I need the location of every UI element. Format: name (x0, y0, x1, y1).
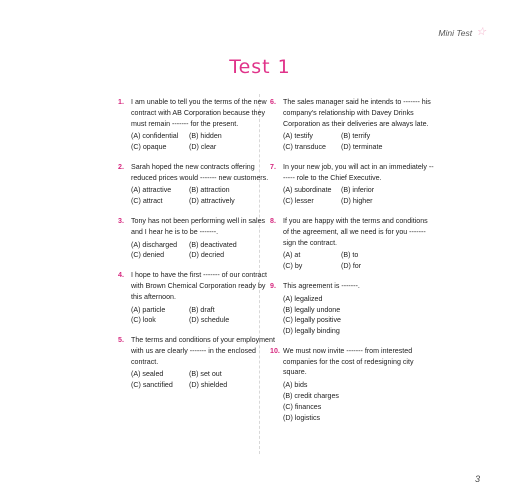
answer-options (283, 380, 435, 423)
option-a: (A) legalized (283, 294, 323, 303)
option-b: (B) legally undone (283, 305, 341, 314)
option-a: (A) testify (283, 132, 313, 141)
page-title: Test 1 (229, 56, 291, 78)
option-c: (C) opaque (131, 143, 167, 152)
option-c: (C) by (283, 262, 303, 271)
question-text: This agreement is -------. (283, 281, 360, 290)
option-c: (C) lesser (283, 197, 314, 206)
question-number: 3. (118, 217, 124, 226)
answer-options (131, 240, 278, 262)
option-d: (D) logistics (283, 413, 321, 422)
question-number: 2. (118, 162, 124, 171)
question-number: 10. (270, 346, 280, 355)
option-b: (B) credit charges (283, 391, 339, 400)
section-tag-label: Mini Test (438, 27, 473, 38)
option-d: (D) terminate (341, 143, 383, 152)
option-b: (B) inferior (341, 186, 375, 195)
option-b: (B) set out (189, 370, 222, 379)
question-number: 5. (118, 336, 124, 345)
option-a: (A) discharged (131, 240, 178, 249)
option-b: (B) attraction (189, 186, 230, 195)
option-a: (A) sealed (131, 370, 164, 379)
question-2 (118, 162, 278, 207)
question-number: 7. (270, 162, 276, 171)
option-d: (D) legally binding (283, 327, 340, 336)
question-10 (270, 346, 435, 423)
question-4 (118, 270, 278, 326)
answer-options (131, 369, 278, 391)
option-d: (D) for (341, 262, 362, 271)
question-3 (118, 216, 278, 261)
option-b: (B) hidden (189, 132, 222, 141)
question-8 (270, 216, 435, 272)
option-d: (D) decried (189, 251, 225, 260)
question-9 (270, 281, 435, 337)
option-d: (D) schedule (189, 316, 230, 325)
option-c: (C) denied (131, 251, 165, 260)
question-text: I am unable to tell you the terms of the new contract with AB Corporation because they must remain ------- for the present. (131, 98, 267, 128)
answer-options (283, 185, 435, 207)
option-c: (C) sanctified (131, 381, 173, 390)
option-c: (C) attract (131, 197, 163, 206)
option-d: (D) higher (341, 197, 373, 206)
answer-options (131, 131, 278, 153)
question-5 (118, 335, 278, 391)
question-text: Sarah hoped the new contracts offering reduced prices would ------- new customers. (131, 162, 269, 182)
option-d: (D) attractively (189, 197, 235, 206)
option-b: (B) deactivated (189, 240, 237, 249)
answer-options (283, 250, 435, 272)
option-c: (C) transduce (283, 143, 326, 152)
question-number: 1. (118, 98, 124, 106)
option-a: (A) particle (131, 305, 166, 314)
question-text: Tony has not been performing well in sales and I hear he is to be -------. (131, 217, 266, 236)
answer-options (283, 294, 435, 337)
option-d: (D) shielded (189, 381, 228, 390)
question-text: The sales manager said he intends to ------- his company's relationship with Davey Drinks Corporation as their deliveries are always late. (283, 98, 431, 128)
page-number: 3 (474, 474, 480, 484)
option-a: (A) subordinate (283, 186, 332, 195)
option-c: (C) legally positive (283, 316, 341, 325)
section-tag (438, 27, 486, 38)
question-text: If you are happy with the terms and conditions of the agreement, all we need is for you ------- sign the contract. (283, 217, 428, 247)
questions-right-column (270, 97, 435, 432)
option-c: (C) finances (283, 402, 322, 411)
option-a: (A) confidential (131, 132, 179, 141)
question-text: We must now invite ------- from interested companies for the cost of redesigning city square. (283, 346, 414, 377)
option-a: (A) attractive (131, 186, 172, 195)
option-a: (A) at (283, 251, 301, 260)
question-text: I hope to have the first ------- of our contract with Brown Chemical Corporation ready by this afternoon. (131, 271, 268, 301)
option-b: (B) to (341, 251, 359, 260)
answer-options (283, 131, 435, 153)
question-number: 9. (270, 281, 276, 290)
answer-options (131, 185, 278, 207)
question-number: 8. (270, 217, 276, 226)
question-6 (270, 97, 435, 153)
option-a: (A) bids (283, 381, 308, 390)
option-b: (B) terrify (341, 132, 371, 141)
answer-options (131, 305, 278, 327)
question-text: The terms and conditions of your employment with us are clearly ------- in the enclosed contract. (131, 336, 275, 366)
question-1 (118, 97, 278, 153)
star-icon: ☆ (476, 26, 486, 38)
questions-left-column (118, 97, 278, 400)
question-7 (270, 162, 435, 207)
question-text: In your new job, you will act in an immediately ------- role to the Chief Executive. (283, 162, 434, 182)
question-number: 6. (270, 98, 276, 106)
option-b: (B) draft (189, 305, 215, 314)
option-c: (C) look (131, 316, 156, 325)
question-number: 4. (118, 271, 124, 280)
option-d: (D) clear (189, 143, 217, 152)
